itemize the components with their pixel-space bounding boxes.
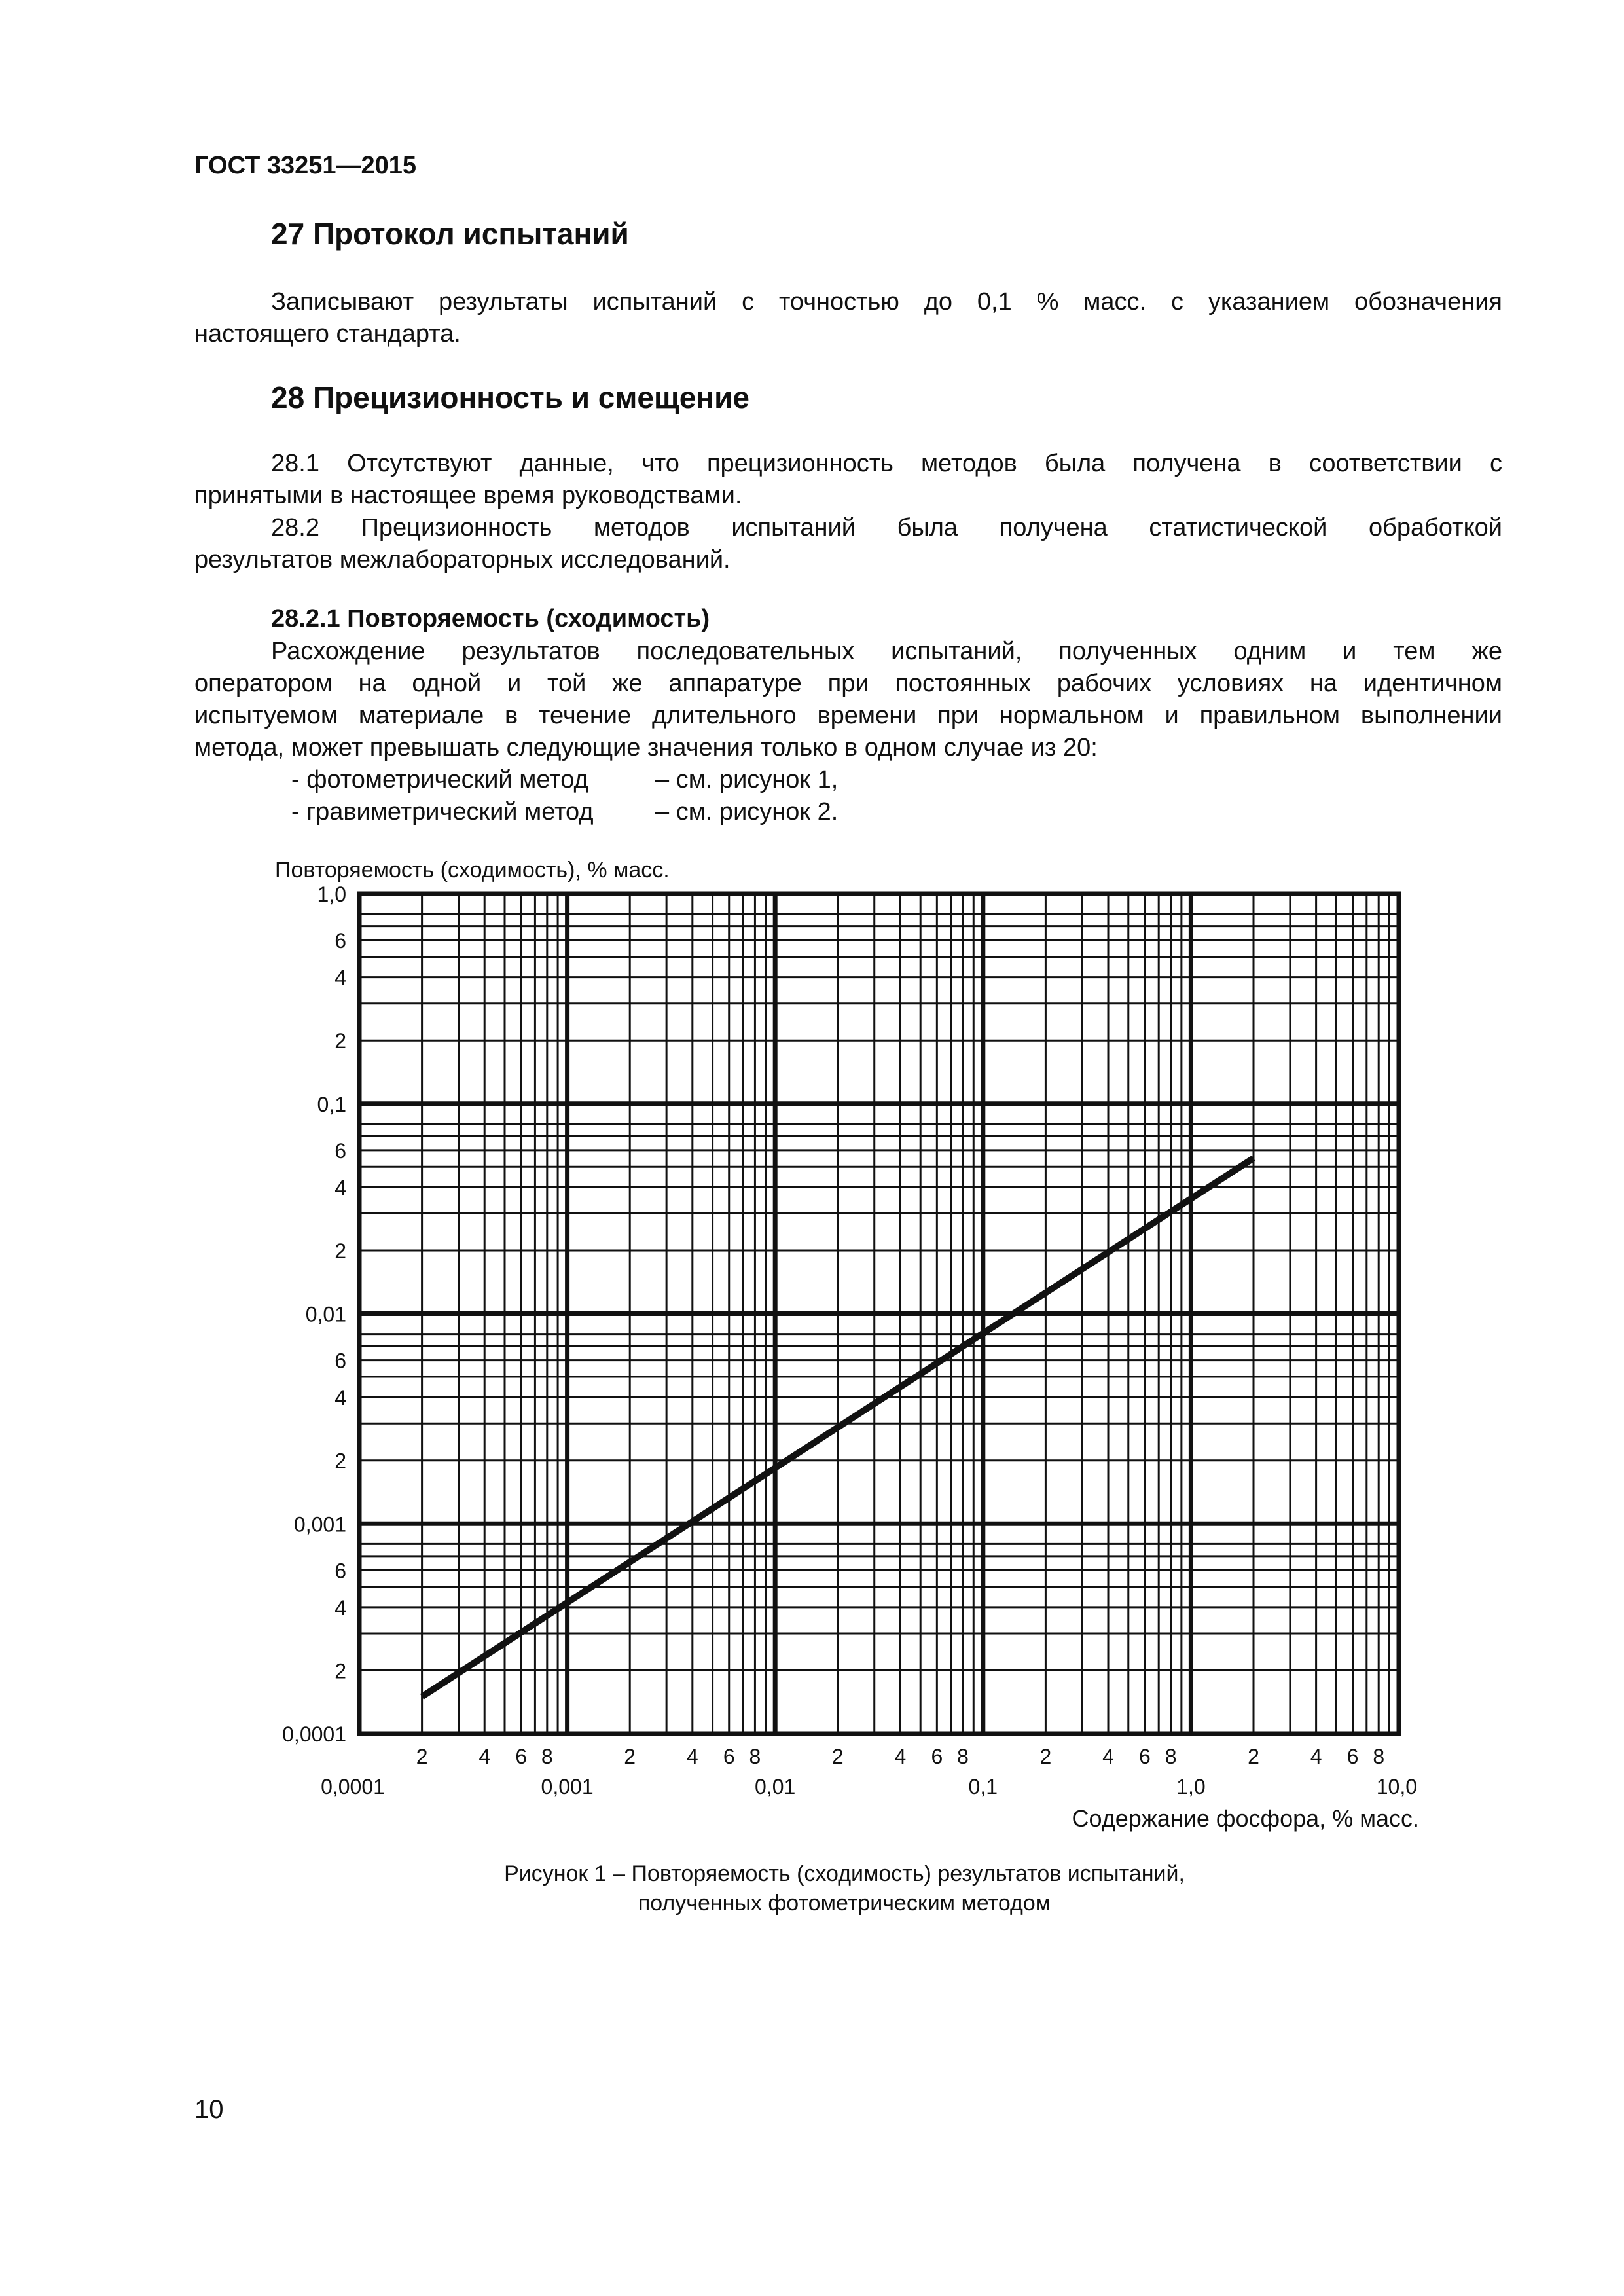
caption-line2: полученных фотометрическим методом [638, 1891, 1051, 1916]
section-27-title: 27 Протокол испытаний [271, 217, 629, 251]
x-minor-tick-label: 8 [749, 1745, 761, 1768]
x-tick-label: 0,001 [541, 1775, 594, 1798]
y-minor-tick-label: 2 [334, 1029, 346, 1053]
x-tick-label: 0,01 [755, 1775, 796, 1798]
y-minor-tick-label: 4 [334, 1595, 346, 1620]
x-minor-tick-label: 6 [1346, 1745, 1359, 1768]
x-minor-tick-label: 2 [1248, 1745, 1259, 1768]
x-minor-tick-label: 4 [894, 1745, 907, 1768]
y-tick-label: 0,0001 [282, 1722, 346, 1746]
caption-line1: Рисунок 1 – Повторяемость (сходимость) результатов испытаний, [504, 1861, 1185, 1886]
s27-line2: настоящего стандарта. [194, 320, 461, 348]
s282-line2: результатов межлабораторных исследований. [194, 546, 731, 574]
section-28-title: 28 Прецизионность и смещение [271, 380, 750, 414]
x-tick-label: 1,0 [1176, 1775, 1206, 1798]
x-minor-tick-label: 6 [1139, 1745, 1151, 1768]
y-minor-tick-label: 6 [334, 1349, 346, 1373]
s281-line2: принятыми в настоящее время руководствами. [194, 482, 742, 509]
document-header: ГОСТ 33251—2015 [194, 152, 417, 179]
s2821-line2: оператором на одной и той же аппаратуре при постоянных рабочих условиях на идентичном [194, 670, 1502, 697]
x-minor-tick-label: 4 [478, 1745, 491, 1768]
x-minor-tick-label: 2 [624, 1745, 636, 1768]
y-tick-label: 0,1 [317, 1092, 346, 1116]
y-minor-tick-label: 4 [334, 1176, 346, 1200]
y-tick-label: 0,01 [305, 1302, 346, 1326]
chart-ylabel: Повторяемость (сходимость), % масс. [275, 858, 670, 883]
y-tick-label: 1,0 [317, 883, 346, 906]
chart-xlabel: Содержание фосфора, % масс. [1072, 1805, 1419, 1832]
list-item-ref: – см. рисунок 2. [655, 798, 839, 826]
section-2821-title: 28.2.1 Повторяемость (сходимость) [271, 605, 710, 632]
list-item-method: - гравиметрический метод [291, 798, 594, 826]
x-minor-tick-label: 6 [723, 1745, 735, 1768]
y-minor-tick-label: 6 [334, 929, 346, 953]
y-minor-tick-label: 6 [334, 1139, 346, 1163]
x-minor-tick-label: 4 [686, 1745, 698, 1768]
x-minor-tick-label: 8 [957, 1745, 969, 1768]
s27-line1: Записывают результаты испытаний с точностью до 0,1 % масс. с указанием обозначения [271, 288, 1502, 316]
figure-caption [353, 1859, 1335, 1918]
y-tick-label: 0,001 [293, 1512, 346, 1537]
y-minor-tick-label: 2 [334, 1659, 346, 1683]
x-minor-tick-label: 8 [541, 1745, 553, 1768]
s282-line1: 28.2 Прецизионность методов испытаний была получена статистической обработкой [271, 514, 1502, 541]
x-minor-tick-label: 4 [1102, 1745, 1114, 1768]
x-minor-tick-label: 2 [416, 1745, 428, 1768]
list-item-ref: – см. рисунок 1, [655, 766, 839, 793]
y-minor-tick-label: 6 [334, 1559, 346, 1583]
x-minor-tick-label: 8 [1164, 1745, 1177, 1768]
x-tick-label: 0,1 [968, 1775, 998, 1798]
s281-line1: 28.1 Отсутствуют данные, что прецизионность методов была получена в соответствии с [271, 450, 1502, 477]
s2821-line3: испытуемом материале в течение длительного времени при нормальном и правильном выполнении [194, 702, 1502, 729]
x-tick-label: 0,0001 [321, 1775, 385, 1798]
x-minor-tick-label: 6 [515, 1745, 528, 1768]
x-minor-tick-label: 2 [831, 1745, 844, 1768]
s2821-line4: метода, может превышать следующие значения только в одном случае из 20: [194, 734, 1098, 761]
y-minor-tick-label: 2 [334, 1449, 346, 1473]
y-minor-tick-label: 4 [334, 1386, 346, 1410]
y-minor-tick-label: 2 [334, 1239, 346, 1263]
x-minor-tick-label: 6 [931, 1745, 943, 1768]
x-minor-tick-label: 8 [1373, 1745, 1385, 1768]
x-minor-tick-label: 4 [1310, 1745, 1322, 1768]
x-tick-label: 10,0 [1376, 1775, 1417, 1798]
page-number: 10 [194, 2095, 224, 2124]
s2821-line1: Расхождение результатов последовательных испытаний, полученных одним и тем же [271, 638, 1502, 665]
y-minor-tick-label: 4 [334, 966, 346, 990]
x-minor-tick-label: 2 [1039, 1745, 1052, 1768]
list-item-method: - фотометрический метод [291, 766, 588, 793]
